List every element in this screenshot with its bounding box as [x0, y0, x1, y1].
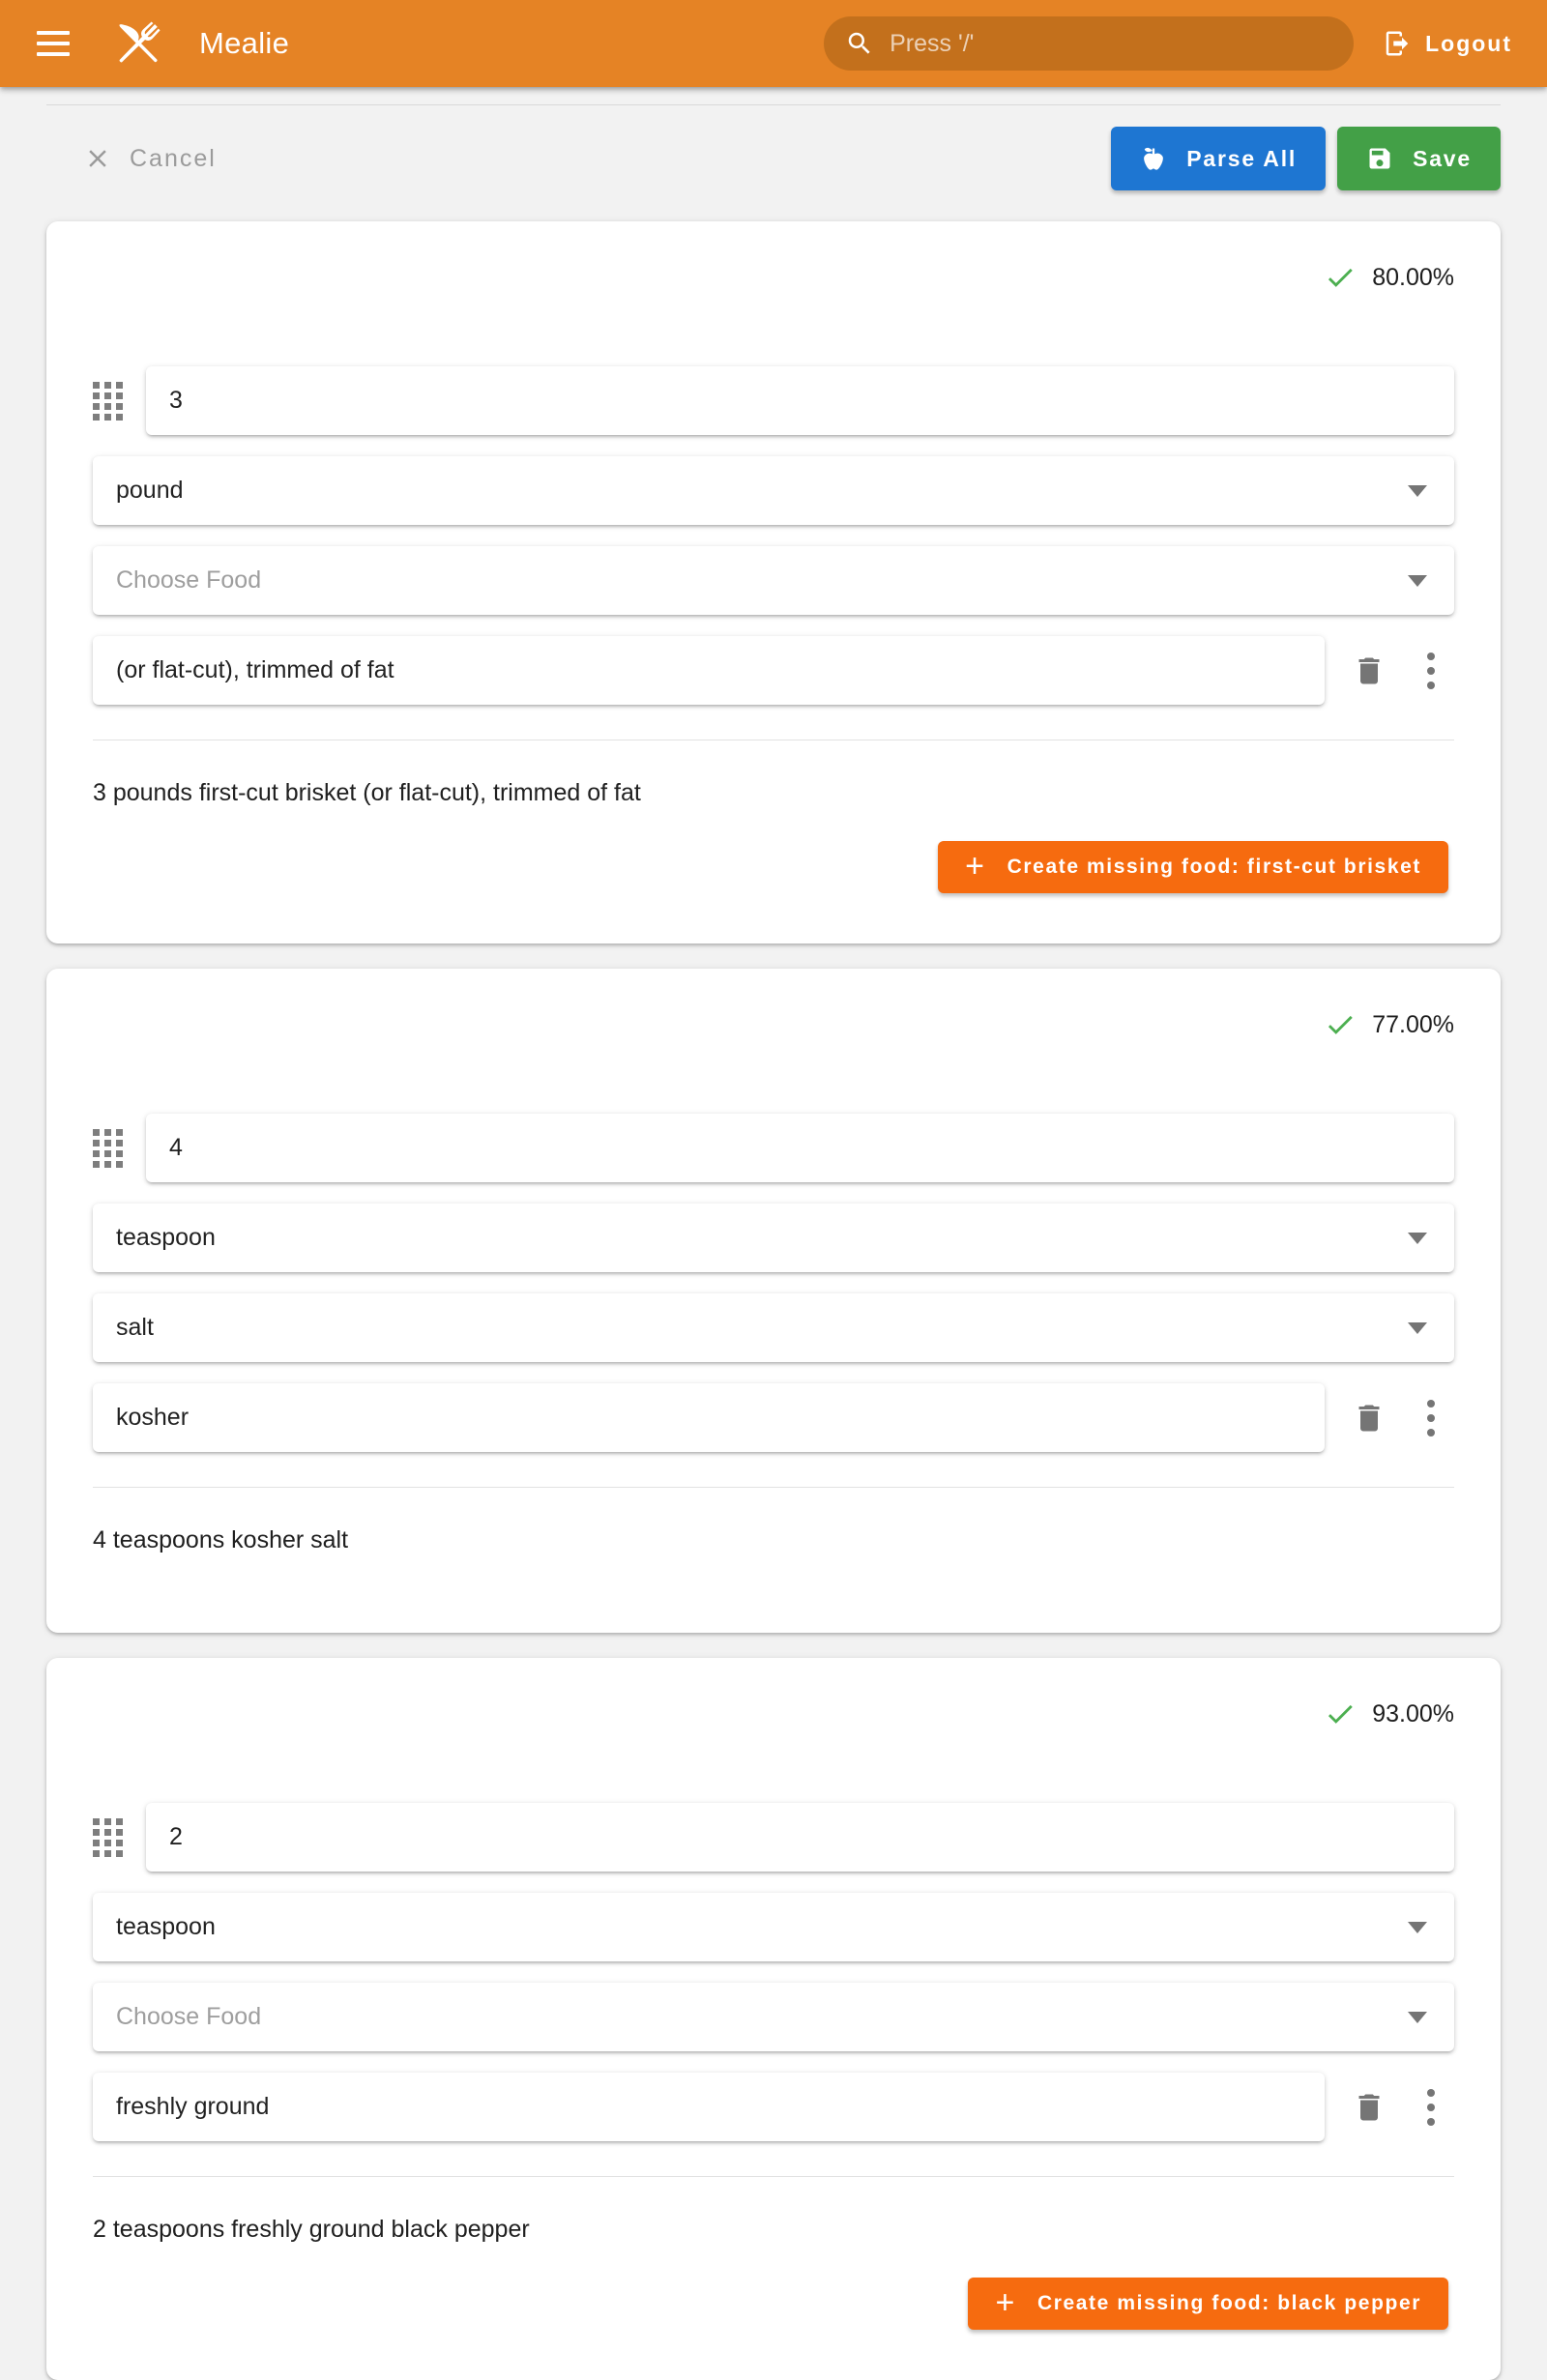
unit-value: teaspoon — [116, 1913, 216, 1940]
quantity-input[interactable] — [169, 387, 1431, 415]
create-missing-food-button[interactable] — [938, 841, 1448, 893]
create-missing-food-label: Create missing food: first-cut brisket — [1007, 856, 1421, 878]
trash-icon — [1352, 653, 1386, 688]
confidence-row — [93, 1697, 1454, 1731]
food-select[interactable] — [93, 546, 1454, 615]
food-value: salt — [116, 1314, 154, 1341]
more-options-button[interactable] — [1408, 648, 1454, 694]
notes-field — [93, 2073, 1325, 2141]
logout-button[interactable] — [1383, 29, 1512, 58]
quantity-input[interactable] — [169, 1134, 1431, 1162]
app-title: Mealie — [199, 26, 290, 60]
drag-handle-icon[interactable] — [93, 1125, 123, 1172]
top-divider — [46, 104, 1501, 105]
create-missing-food-label: Create missing food: black pepper — [1036, 2292, 1421, 2314]
notes-input[interactable] — [116, 1404, 1301, 1432]
notes-row — [93, 636, 1454, 705]
quantity-field — [146, 366, 1454, 435]
apple-icon — [1140, 145, 1167, 172]
confidence-value: 93.00% — [1372, 1699, 1454, 1727]
more-options-button[interactable] — [1408, 2084, 1454, 2131]
mealie-logo-icon — [110, 15, 166, 72]
more-options-button[interactable] — [1408, 1395, 1454, 1441]
original-ingredient-text: 4 teaspoons kosher salt — [93, 1526, 349, 1553]
chevron-down-icon — [1408, 1922, 1427, 1933]
card-divider — [93, 1487, 1454, 1488]
confidence-value: 80.00% — [1372, 263, 1454, 291]
check-icon — [1324, 1008, 1357, 1041]
quantity-row — [93, 1803, 1454, 1872]
confidence-row — [93, 260, 1454, 295]
save-button[interactable] — [1337, 127, 1501, 190]
food-placeholder: Choose Food — [116, 566, 262, 594]
cancel-label: Cancel — [130, 144, 217, 172]
original-ingredient-text: 2 teaspoons freshly ground black pepper — [93, 2216, 530, 2243]
app-bar — [0, 0, 1547, 87]
ingredient-card — [46, 1658, 1501, 2380]
cancel-button[interactable] — [83, 144, 217, 173]
quantity-input[interactable] — [169, 1823, 1431, 1851]
parse-all-button[interactable] — [1111, 127, 1326, 190]
drag-handle-icon[interactable] — [93, 378, 123, 424]
confidence-row — [93, 1007, 1454, 1042]
quantity-field — [146, 1803, 1454, 1872]
food-select[interactable] — [93, 1293, 1454, 1362]
quantity-row — [93, 1114, 1454, 1182]
unit-value: pound — [116, 477, 184, 504]
check-icon — [1324, 1698, 1357, 1730]
unit-select[interactable] — [93, 1204, 1454, 1272]
quantity-field — [146, 1114, 1454, 1182]
ingredient-card — [46, 969, 1501, 1633]
chevron-down-icon — [1408, 575, 1427, 587]
search-icon — [845, 29, 874, 58]
actions-row — [46, 127, 1501, 190]
plus-icon: + — [995, 2283, 1016, 2321]
quantity-row — [93, 366, 1454, 435]
menu-icon[interactable] — [35, 25, 72, 62]
close-icon — [83, 144, 112, 173]
food-placeholder: Choose Food — [116, 2003, 262, 2030]
notes-input[interactable] — [116, 2093, 1301, 2121]
notes-row — [93, 1383, 1454, 1452]
food-select[interactable] — [93, 1983, 1454, 2051]
chevron-down-icon — [1408, 1322, 1427, 1334]
save-icon — [1366, 145, 1393, 172]
save-label: Save — [1413, 145, 1472, 171]
original-ingredient-text: 3 pounds first-cut brisket (or flat-cut), trimmed of fat — [93, 779, 641, 806]
parse-all-label: Parse All — [1186, 145, 1298, 171]
logout-label: Logout — [1425, 30, 1512, 56]
unit-select[interactable] — [93, 456, 1454, 525]
notes-input[interactable] — [116, 656, 1301, 684]
logout-icon — [1383, 29, 1412, 58]
search-placeholder: Press '/' — [890, 29, 975, 57]
confidence-value: 77.00% — [1372, 1010, 1454, 1038]
delete-button[interactable] — [1346, 648, 1392, 694]
notes-field — [93, 636, 1325, 705]
ingredient-parser-page — [46, 104, 1501, 2380]
chevron-down-icon — [1408, 2012, 1427, 2023]
card-divider — [93, 2176, 1454, 2177]
ingredient-card — [46, 221, 1501, 943]
delete-button[interactable] — [1346, 1395, 1392, 1441]
unit-select[interactable] — [93, 1893, 1454, 1961]
chevron-down-icon — [1408, 1233, 1427, 1244]
trash-icon — [1352, 2090, 1386, 2125]
trash-icon — [1352, 1401, 1386, 1436]
notes-field — [93, 1383, 1325, 1452]
delete-button[interactable] — [1346, 2084, 1392, 2131]
chevron-down-icon — [1408, 485, 1427, 497]
notes-row — [93, 2073, 1454, 2141]
drag-handle-icon[interactable] — [93, 1814, 123, 1861]
unit-value: teaspoon — [116, 1224, 216, 1251]
create-missing-food-button[interactable] — [968, 2278, 1448, 2330]
check-icon — [1324, 261, 1357, 294]
search-input[interactable] — [824, 16, 1354, 71]
plus-icon: + — [965, 847, 986, 885]
